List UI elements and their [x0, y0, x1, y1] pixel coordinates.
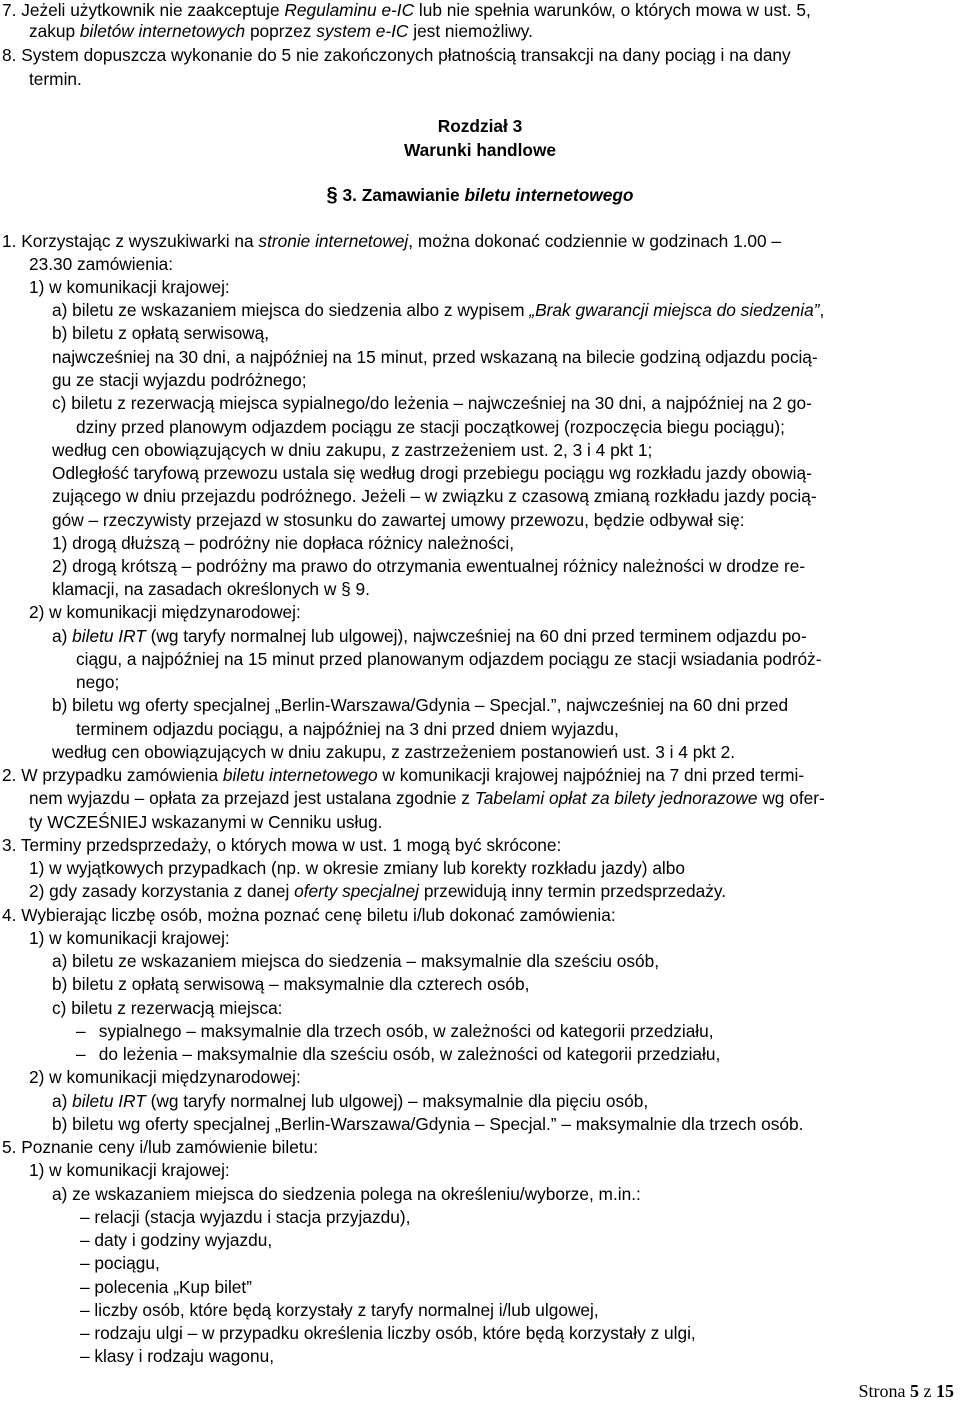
- body-text-line: 2) gdy zasady korzystania z danej oferty specjalnej przewidują inny termin przedsprzedaży.: [29, 881, 727, 901]
- body-text-line: – do leżenia – maksymalnie dla sześciu osób, w zależności od kategorii przedziału,: [76, 1044, 721, 1064]
- preceding-text-line: zakup biletów internetowych poprzez system e-IC jest niemożliwy.: [29, 21, 533, 41]
- body-text-line: 23.30 zamówienia:: [29, 254, 174, 274]
- body-text-line: c) biletu z rezerwacją miejsca sypialnego/do leżenia – najwcześniej na 30 dni, a najpóźniej na 2 go-: [52, 393, 812, 413]
- body-text-line: 4. Wybierając liczbę osób, można poznać cenę biletu i/lub dokonać zamówienia:: [2, 905, 616, 925]
- section-sign: §: [326, 184, 338, 206]
- preceding-text-line: 8. System dopuszcza wykonanie do 5 nie zakończonych płatnością transakcji na dany pociąg i na dany: [2, 45, 791, 65]
- body-text-line: dziny przed planowym odjazdem pociągu ze stacji początkowej (rozpoczęcia biegu pociągu);: [76, 417, 785, 437]
- body-text-line: 5. Poznanie ceny i/lub zamówienie biletu:: [2, 1137, 319, 1157]
- page-number: 5: [910, 1381, 919, 1401]
- body-text-line: a) biletu IRT (wg taryfy normalnej lub ulgowej) – maksymalnie dla pięciu osób,: [52, 1091, 649, 1111]
- body-text-line: – sypialnego – maksymalnie dla trzech osób, w zależności od kategorii przedziału,: [76, 1021, 714, 1041]
- section-label: 3. Zamawianie biletu internetowego: [342, 185, 634, 205]
- body-text-line: – rodzaju ulgi – w przypadku określenia liczby osób, które będą korzystały z ulgi,: [80, 1323, 696, 1343]
- body-text-line: 1) w komunikacji krajowej:: [29, 928, 230, 948]
- body-text-line: 1) w wyjątkowych przypadkach (np. w okresie zmiany lub korekty rozkładu jazdy) albo: [29, 858, 685, 878]
- body-text-line: nem wyjazdu – opłata za przejazd jest ustalana zgodnie z Tabelami opłat za bilety jednorazowe wg ofer-: [29, 788, 825, 808]
- body-text-line: zującego w dniu przejazdu podróżnego. Jeżeli – w związku z czasową zmianą rozkładu jazdy pocią-: [52, 486, 817, 506]
- body-text-line: – liczby osób, które będą korzystały z taryfy normalnej i/lub ulgowej,: [80, 1300, 599, 1320]
- body-text-line: – polecenia „Kup bilet”: [80, 1277, 252, 1297]
- body-text-line: 2) w komunikacji międzynarodowej:: [29, 602, 301, 622]
- body-text-line: ty WCZEŚNIEJ wskazanymi w Cenniku usług.: [29, 812, 383, 832]
- body-text-line: gów – rzeczywisty przejazd w stosunku do zawartej umowy przewozu, będzie odbywał się:: [52, 510, 745, 530]
- body-text-line: Odległość taryfową przewozu ustala się według drogi przebiegu pociągu wg rozkładu jazdy obowią-: [52, 463, 812, 483]
- body-text-line: b) biletu z opłatą serwisową,: [52, 323, 270, 343]
- body-text-line: c) biletu z rezerwacją miejsca:: [52, 998, 283, 1018]
- body-text-line: 1. Korzystając z wyszukiwarki na stronie internetowej, można dokonać codziennie w godzinach 1.00 –: [2, 231, 782, 251]
- body-text-line: b) biletu wg oferty specjalnej „Berlin-Warszawa/Gdynia – Specjal.” – maksymalnie dla trzech osób.: [52, 1114, 804, 1134]
- body-text-line: gu ze stacji wyjazdu podróżnego;: [52, 370, 307, 390]
- body-text-line: 2) drogą krótszą – podróżny ma prawo do otrzymania ewentualnej różnicy należności w drodze re-: [52, 556, 806, 576]
- body-text-line: – relacji (stacja wyjazdu i stacja przyjazdu),: [80, 1207, 411, 1227]
- page-footer: [859, 1380, 955, 1402]
- body-text-line: 1) drogą dłuższą – podróżny nie dopłaca różnicy należności,: [52, 533, 515, 553]
- chapter-number: Rozdział 3: [437, 116, 523, 136]
- body-text-line: 2. W przypadku zamówienia biletu internetowego w komunikacji krajowej najpóźniej na 7 dni przed termi-: [2, 765, 805, 785]
- body-text-line: według cen obowiązujących w dniu zakupu, z zastrzeżeniem ust. 2, 3 i 4 pkt 1;: [52, 440, 653, 460]
- body-text-line: – daty i godziny wyjazdu,: [80, 1230, 273, 1250]
- body-text-line: według cen obowiązujących w dniu zakupu, z zastrzeżeniem postanowień ust. 3 i 4 pkt 2.: [52, 742, 735, 762]
- page-prefix: Strona: [858, 1381, 906, 1401]
- preceding-text-line: 7. Jeżeli użytkownik nie zaakceptuje Regulaminu e-IC lub nie spełnia warunków, o których mowa w ust. 5,: [2, 0, 811, 20]
- body-text-line: najwcześniej na 30 dni, a najpóźniej na 15 minut, przed wskazaną na bilecie godziną odjazdu pocią-: [52, 347, 818, 367]
- section-heading: [0, 183, 960, 207]
- body-text-line: – pociągu,: [80, 1253, 160, 1273]
- body-text-line: terminem odjazdu pociągu, a najpóźniej na 3 dni przed dniem wyjazdu,: [76, 719, 619, 739]
- page-total: 15: [936, 1381, 954, 1401]
- body-text-line: b) biletu wg oferty specjalnej „Berlin-Warszawa/Gdynia – Specjal.”, najwcześniej na 60 dni przed: [52, 695, 789, 715]
- body-text-line: nego;: [76, 672, 120, 692]
- body-text-line: 1) w komunikacji krajowej:: [29, 277, 230, 297]
- preceding-text-line: termin.: [29, 69, 82, 89]
- page-sep: z: [923, 1381, 932, 1401]
- body-text-line: – klasy i rodzaju wagonu,: [80, 1346, 275, 1366]
- chapter-title: Warunki handlowe: [403, 140, 557, 160]
- body-text-line: ciągu, a najpóźniej na 15 minut przed planowanym odjazdem pociągu ze stacji wsiadania podróż-: [76, 649, 822, 669]
- body-text-line: 3. Terminy przedsprzedaży, o których mowa w ust. 1 mogą być skrócone:: [2, 835, 562, 855]
- body-text-line: a) biletu ze wskazaniem miejsca do siedzenia – maksymalnie dla sześciu osób,: [52, 951, 660, 971]
- body-text-line: 1) w komunikacji krajowej:: [29, 1160, 230, 1180]
- body-text-line: a) biletu ze wskazaniem miejsca do siedzenia albo z wypisem „Brak gwarancji miejsca do siedzenia”,: [52, 300, 825, 320]
- body-text-line: a) ze wskazaniem miejsca do siedzenia polega na określeniu/wyborze, m.in.:: [52, 1184, 641, 1204]
- body-text-line: 2) w komunikacji międzynarodowej:: [29, 1067, 301, 1087]
- body-text-line: b) biletu z opłatą serwisową – maksymalnie dla czterech osób,: [52, 974, 530, 994]
- body-text-line: klamacji, na zasadach określonych w § 9.: [52, 579, 370, 599]
- body-text-line: a) biletu IRT (wg taryfy normalnej lub ulgowej), najwcześniej na 60 dni przed terminem odjazdu po-: [52, 626, 807, 646]
